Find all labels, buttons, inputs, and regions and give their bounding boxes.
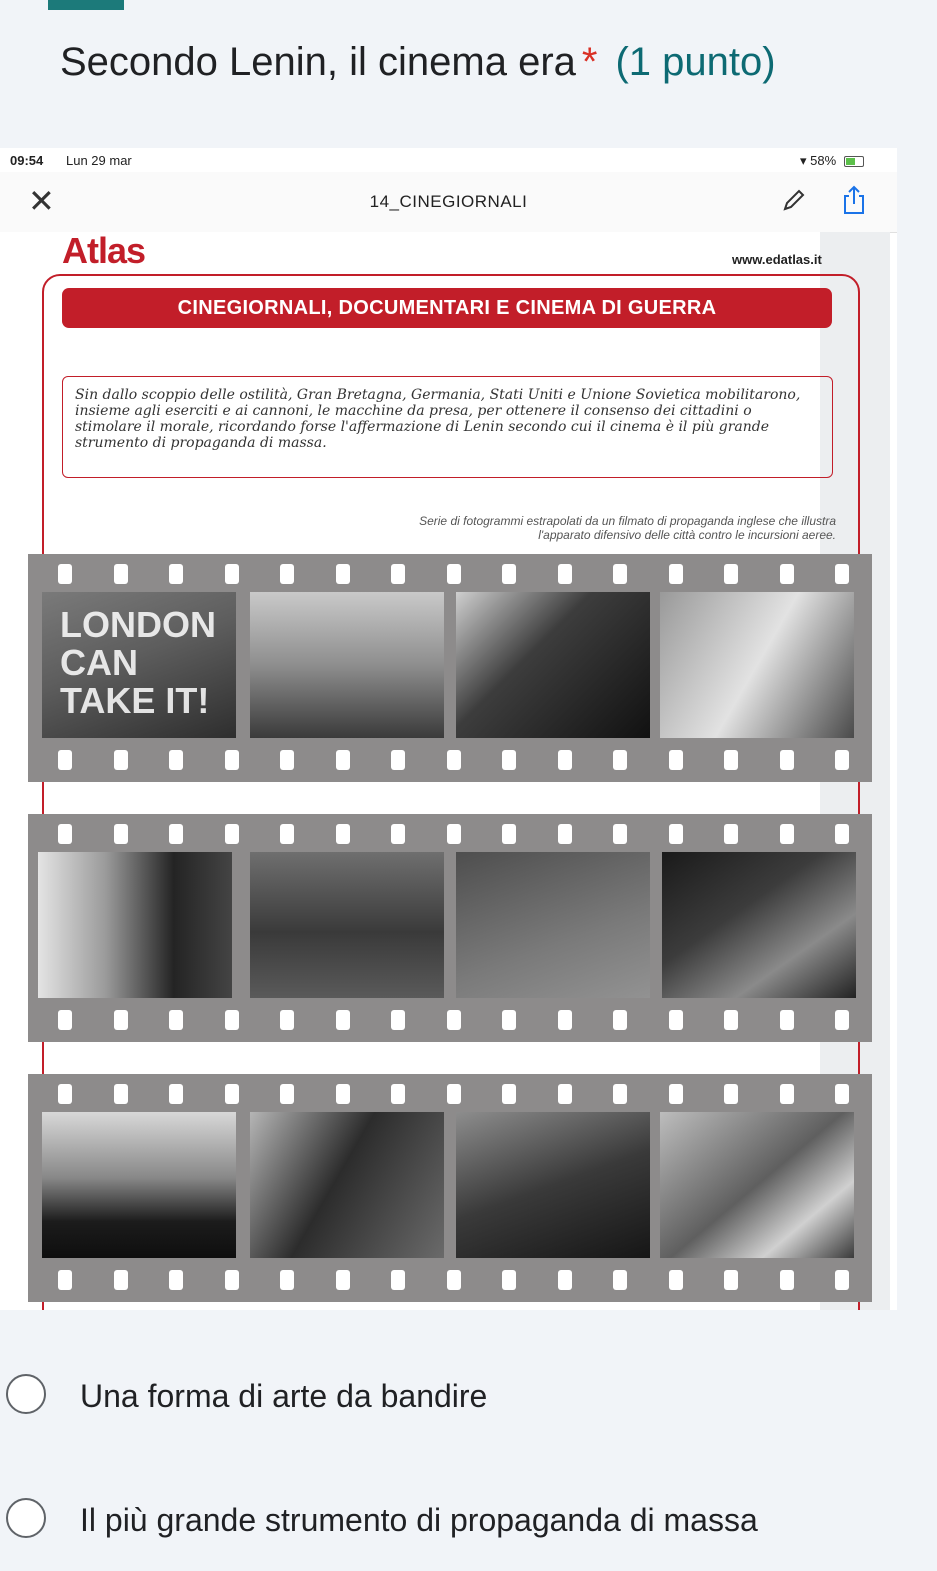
film-frame-photo: [456, 852, 650, 998]
sprocket-hole: [169, 564, 183, 584]
film-frame-photo: [660, 1112, 854, 1258]
film-frame-photo: [250, 852, 444, 998]
sprocket-hole: [558, 824, 572, 844]
sprocket-hole: [613, 750, 627, 770]
sprocket-hole: [447, 564, 461, 584]
sprocket-hole: [280, 564, 294, 584]
sprocket-hole: [280, 750, 294, 770]
sprocket-hole: [58, 824, 72, 844]
film-frames: [38, 852, 868, 1000]
sprocket-hole: [835, 1010, 849, 1030]
question-image: [0, 148, 897, 1310]
film-frame-photo: [456, 592, 650, 738]
sprocket-hole: [391, 750, 405, 770]
intro-paragraph: Sin dallo scoppio delle ostilità, Gran Bretagna, Germania, Stati Uniti e Unione Sovietica mobilitarono, insieme agli eserciti e ai cannoni, le macchine da presa, per ottenere il consenso dei cittadini o stimolare il morale, ricordando forse l'affermazione di Lenin secondo cui il cinema è il più grande strumento di propaganda di massa.: [62, 376, 833, 478]
sprocket-hole: [114, 1270, 128, 1290]
sprocket-holes: [28, 1010, 872, 1032]
answer-label[interactable]: Una forma di arte da bandire: [80, 1378, 488, 1414]
sprocket-hole: [447, 1010, 461, 1030]
sprocket-hole: [447, 750, 461, 770]
sprocket-hole: [558, 1270, 572, 1290]
sprocket-hole: [447, 1270, 461, 1290]
sprocket-hole: [280, 824, 294, 844]
sprocket-hole: [336, 824, 350, 844]
sprocket-hole: [336, 1270, 350, 1290]
sprocket-hole: [225, 1010, 239, 1030]
sprocket-hole: [558, 1084, 572, 1104]
sprocket-hole: [114, 1010, 128, 1030]
sprocket-hole: [780, 1084, 794, 1104]
film-strip: [28, 554, 872, 782]
figure-caption-line-1: Serie di fotogrammi estrapolati da un filmato di propaganda inglese che illustra: [419, 514, 836, 528]
sprocket-holes: [28, 1084, 872, 1106]
sprocket-hole: [669, 564, 683, 584]
sprocket-hole: [835, 564, 849, 584]
question-title: [60, 40, 776, 85]
sprocket-hole: [780, 1010, 794, 1030]
sprocket-hole: [114, 564, 128, 584]
sprocket-hole: [780, 824, 794, 844]
sprocket-hole: [336, 750, 350, 770]
film-frame-photo: [250, 1112, 444, 1258]
sprocket-hole: [169, 1270, 183, 1290]
header-accent-bar: [48, 0, 124, 10]
figure-caption-line-2: l'apparato difensivo delle città contro le incursioni aeree.: [538, 528, 836, 542]
sprocket-hole: [724, 750, 738, 770]
film-frame-photo: [42, 1112, 236, 1258]
figure-caption: [300, 514, 836, 542]
battery-indicator: [800, 153, 864, 169]
sprocket-hole: [613, 1010, 627, 1030]
viewer-toolbar: [0, 172, 897, 233]
sprocket-hole: [169, 1010, 183, 1030]
sprocket-hole: [724, 824, 738, 844]
sprocket-hole: [669, 750, 683, 770]
sprocket-hole: [391, 1010, 405, 1030]
film-frame-photo: [456, 1112, 650, 1258]
sprocket-hole: [391, 1084, 405, 1104]
sprocket-hole: [613, 1084, 627, 1104]
film-frame-photo: [38, 852, 232, 998]
sprocket-hole: [336, 1084, 350, 1104]
sprocket-hole: [724, 1010, 738, 1030]
wifi-icon: ▾: [800, 153, 807, 168]
sprocket-hole: [391, 824, 405, 844]
sprocket-hole: [724, 1084, 738, 1104]
sprocket-hole: [613, 564, 627, 584]
question-text: Secondo Lenin, il cinema era: [60, 40, 576, 84]
battery-percent: 58%: [810, 153, 837, 168]
status-bar: [0, 148, 897, 172]
film-frame-photo: [42, 592, 236, 738]
sprocket-holes: [28, 564, 872, 586]
sprocket-holes: [28, 1270, 872, 1292]
sprocket-hole: [502, 564, 516, 584]
sprocket-hole: [669, 1010, 683, 1030]
sprocket-hole: [58, 1084, 72, 1104]
sprocket-hole: [58, 564, 72, 584]
sprocket-hole: [780, 750, 794, 770]
sprocket-hole: [502, 1270, 516, 1290]
status-date: Lun 29 mar: [66, 153, 132, 168]
sprocket-hole: [391, 1270, 405, 1290]
film-strip: [28, 814, 872, 1042]
sprocket-holes: [28, 750, 872, 772]
sprocket-hole: [558, 564, 572, 584]
sprocket-hole: [114, 824, 128, 844]
sprocket-hole: [169, 750, 183, 770]
sprocket-hole: [669, 1270, 683, 1290]
status-time: 09:54: [10, 153, 44, 168]
sprocket-hole: [114, 1084, 128, 1104]
sprocket-hole: [114, 750, 128, 770]
sprocket-hole: [447, 824, 461, 844]
section-banner: CINEGIORNALI, DOCUMENTARI E CINEMA DI GUERRA: [62, 288, 832, 328]
sprocket-hole: [225, 824, 239, 844]
sprocket-hole: [280, 1010, 294, 1030]
radio-button[interactable]: [6, 1498, 46, 1538]
film-frame-title: LONDON CAN TAKE IT!: [60, 604, 216, 721]
sprocket-hole: [169, 824, 183, 844]
sprocket-hole: [280, 1270, 294, 1290]
sprocket-hole: [502, 750, 516, 770]
sprocket-hole: [669, 824, 683, 844]
sprocket-hole: [669, 1084, 683, 1104]
film-frames: [38, 592, 868, 740]
sprocket-hole: [835, 1270, 849, 1290]
film-frame-photo: [660, 592, 854, 738]
sprocket-hole: [225, 1084, 239, 1104]
film-frames: [38, 1112, 868, 1260]
publisher-site: www.edatlas.it: [732, 252, 822, 267]
sprocket-holes: [28, 824, 872, 846]
sprocket-hole: [835, 824, 849, 844]
sprocket-hole: [280, 1084, 294, 1104]
close-icon: ✕: [28, 183, 55, 219]
atlas-logo: Atlas: [62, 230, 146, 271]
sprocket-hole: [835, 1084, 849, 1104]
sprocket-hole: [336, 1010, 350, 1030]
sprocket-hole: [613, 824, 627, 844]
film-strip: [28, 1074, 872, 1302]
required-mark: *: [581, 40, 598, 84]
radio-button[interactable]: [6, 1374, 46, 1414]
share-icon: [840, 184, 868, 221]
sprocket-hole: [780, 1270, 794, 1290]
sprocket-hole: [502, 824, 516, 844]
sprocket-hole: [780, 564, 794, 584]
sprocket-hole: [613, 1270, 627, 1290]
sprocket-hole: [58, 750, 72, 770]
sprocket-hole: [169, 1084, 183, 1104]
sprocket-hole: [58, 1270, 72, 1290]
sprocket-hole: [58, 1010, 72, 1030]
sprocket-hole: [502, 1084, 516, 1104]
film-frame-photo: [662, 852, 856, 998]
sprocket-hole: [724, 564, 738, 584]
question-points: (1 punto): [615, 40, 776, 84]
sprocket-hole: [336, 564, 350, 584]
sprocket-hole: [447, 1084, 461, 1104]
sprocket-hole: [724, 1270, 738, 1290]
answer-label[interactable]: Il più grande strumento di propaganda di massa: [80, 1502, 758, 1538]
sprocket-hole: [558, 1010, 572, 1030]
sprocket-hole: [558, 750, 572, 770]
sprocket-hole: [391, 564, 405, 584]
sprocket-hole: [225, 750, 239, 770]
sprocket-hole: [225, 564, 239, 584]
sprocket-hole: [502, 1010, 516, 1030]
battery-icon: [844, 156, 864, 167]
pencil-icon: [780, 186, 808, 219]
sprocket-hole: [225, 1270, 239, 1290]
film-frame-photo: [250, 592, 444, 738]
sprocket-hole: [835, 750, 849, 770]
document-title: 14_CINEGIORNALI: [369, 192, 528, 211]
